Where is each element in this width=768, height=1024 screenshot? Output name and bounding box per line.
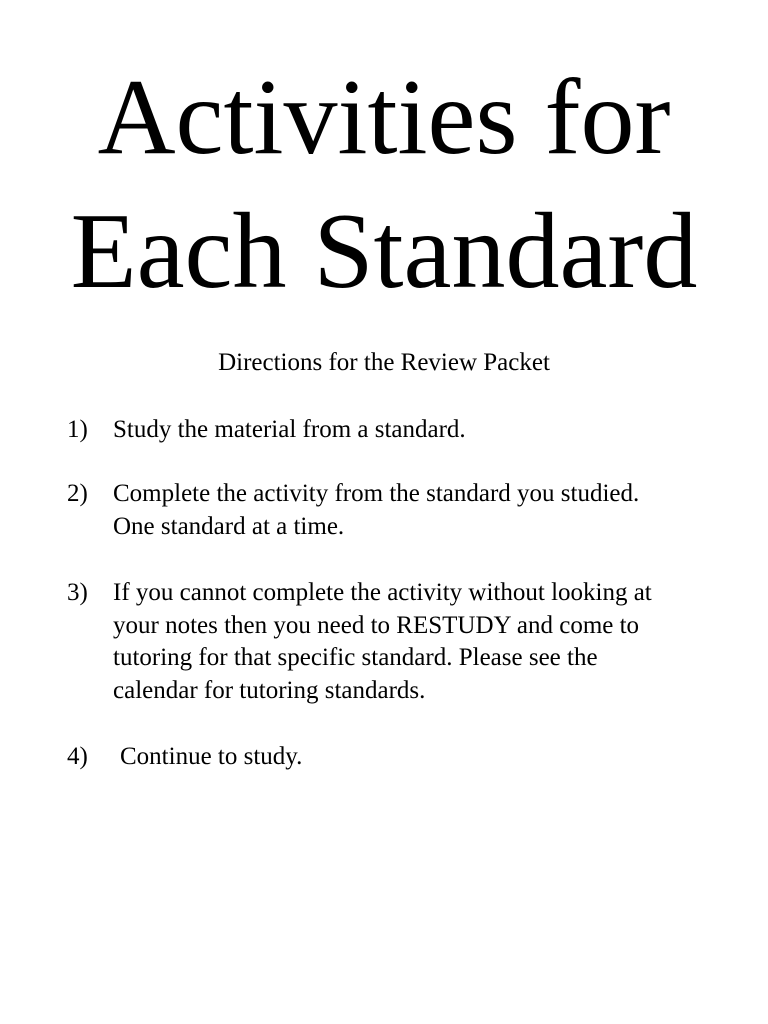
step-text-line: your notes then you need to RESTUDY and come to — [113, 611, 640, 639]
step-number: 1) — [67, 416, 88, 443]
step-text-line: Complete the activity from the standard you studied. — [113, 480, 640, 507]
step-text-line: calendar for tutoring standards. — [113, 676, 426, 704]
step-text-line: One standard at a time. — [113, 512, 345, 540]
page-title-line-1: Activities for — [97, 58, 671, 177]
step-text — [113, 577, 733, 707]
step-text-line: Continue to study. — [120, 743, 303, 770]
step-text — [120, 741, 740, 774]
step-text — [113, 414, 733, 447]
step-text-line: If you cannot complete the activity without looking at — [113, 579, 652, 606]
step-number: 2) — [67, 480, 88, 507]
step-text — [113, 478, 733, 543]
step-text-line: tutoring for that specific standard. Please see the — [113, 644, 598, 671]
step-number: 3) — [67, 579, 88, 606]
step-number: 4) — [67, 743, 88, 770]
step-text-line: Study the material from a standard. — [113, 416, 466, 443]
page-title-line-2: Each Standard — [70, 192, 698, 311]
directions-heading: Directions for the Review Packet — [218, 349, 550, 376]
